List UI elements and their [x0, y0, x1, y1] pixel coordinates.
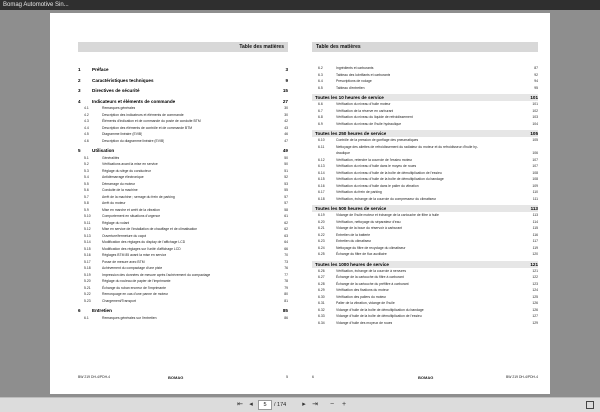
toc-entry-page: 43 — [284, 125, 288, 130]
toc-entry-page: 64 — [284, 240, 288, 245]
page-number-input[interactable]: 5 — [258, 400, 272, 410]
toc-entry-title: Entretien — [92, 308, 112, 314]
toc-entry-number: 6.15 — [318, 177, 325, 181]
toc-entry-number: 1 — [78, 67, 81, 72]
toc-entry-title: Vidange d'huile de la boîte de démultiplication du bandage — [336, 307, 424, 312]
toc-entry-title: Modification des réglages du display de l'affichage LCD — [102, 240, 186, 245]
toc-entry-title: Palier de la vibration, vidange de l'huile — [336, 301, 395, 305]
toc-entry-number: 5.14 — [84, 240, 91, 245]
toc-entry-number: 6.1 — [84, 316, 89, 321]
toc-entry-number: 5.7 — [84, 194, 89, 199]
toc-entry-title: Entretien de la batterie — [336, 232, 371, 237]
toc-entry-number: 5.5 — [84, 181, 89, 186]
toc-entry-page: 110 — [532, 190, 538, 194]
page-header: Table des matières — [312, 42, 538, 52]
toc-entry-page: 122 — [532, 275, 538, 279]
toc-entry-title: Description des indicateurs et éléments de commande — [102, 112, 184, 117]
toc-entry-number: 5.6 — [84, 188, 89, 193]
toc-entry-page: 46 — [284, 132, 288, 137]
toc-entry-title: Ingrédients et carburants — [336, 66, 374, 70]
toc-entry-number: 2 — [78, 77, 81, 83]
toc-entry-title: Préface — [92, 67, 109, 72]
toc-entry-page: 49 — [282, 148, 288, 154]
toc-entry-title: Vidange de la boue du réservoir à carburant — [336, 226, 403, 230]
footer-model: BW 219 DH-4/PDH-4 — [78, 375, 111, 379]
toc-entry-title: Vidange d'huile de la boîte de démultiplication de l'essieu — [336, 314, 422, 318]
toc-entry-page: 106 — [532, 151, 538, 155]
toc-entry-page: 126 — [532, 307, 538, 312]
toc-entry-number: 5.16 — [84, 253, 91, 258]
toc-entry-title: Caractéristiques techniques — [92, 77, 154, 83]
toc-entry-page: 9 — [285, 77, 288, 83]
toc-entry-title: Comportement en situations d'urgence — [102, 214, 161, 219]
toc-entry-title: draulique — [336, 151, 350, 155]
toc-entry-page: 124 — [532, 288, 538, 292]
toc-entry-title: Diagramme linéaire (EVIB) — [102, 132, 143, 137]
toc-entry-number: 6 — [78, 308, 81, 314]
toc-entry-page: 50 — [284, 155, 288, 160]
toc-entry-page: 79 — [284, 285, 288, 290]
toc-entry-number: 6.6 — [318, 102, 323, 106]
toc-entry-number: 5.11 — [84, 220, 91, 225]
toc-entry-page: 104 — [532, 121, 538, 126]
toc-entry-title: Réglages BTM 85 avant la mise en service — [102, 253, 167, 258]
toc-entry[interactable] — [312, 121, 538, 128]
toc-entry-number: 5.23 — [84, 298, 91, 303]
toc-section-heading[interactable] — [312, 261, 538, 268]
window-title: Bomag Automotive Sin... — [3, 2, 69, 8]
toc-entry-title: Vérification, échange de la courroie du compresseur du climatiseur — [336, 196, 437, 201]
document-page-left — [50, 13, 300, 394]
toc-entry-page: 3 — [285, 67, 288, 72]
page-header: Table des matières — [78, 42, 288, 52]
toc-entry-page: 120 — [532, 252, 538, 256]
toc-entry-title: Impression des données de mesure après l'achèvement du compactage — [102, 272, 211, 277]
toc-entry-number: 6.23 — [318, 239, 325, 243]
last-page-icon[interactable]: ⇥ — [312, 401, 318, 408]
toc-entry-title: Nettoyage des ailettes de refroidissement du radiateur du moteur et du refroidisseur d'huile hy- — [336, 144, 479, 149]
document-page-right — [300, 13, 550, 394]
toc-entry-number: 6.7 — [318, 108, 323, 113]
toc-entry-number: 5.8 — [84, 201, 89, 206]
toc-entry-number: 6.11 — [318, 144, 325, 149]
toc-entry-title: Chargement/Transport — [102, 298, 136, 303]
toc-entry-number: 6.17 — [318, 190, 325, 194]
toc-entry-page: 117 — [532, 239, 538, 243]
toc-entry-page: 95 — [534, 85, 538, 90]
toc-section-heading[interactable] — [312, 94, 538, 101]
toc-entry-number: 5.3 — [84, 168, 89, 173]
toc-entry-number: 4.5 — [84, 132, 89, 137]
toc-entry-page: 15 — [282, 88, 288, 94]
toc-entry-page: 66 — [284, 246, 288, 251]
toc-entry-page: 51 — [284, 168, 288, 173]
toc-entry-page: 57 — [284, 194, 288, 199]
toc-entry-title: Vérification, nettoyage du séparateur d'eau — [336, 219, 401, 224]
document-viewer[interactable] — [0, 10, 600, 397]
footer-brand-text: BOMAG — [418, 375, 434, 380]
toc-entry-page: 77 — [284, 272, 288, 277]
toc-entry-page: 55 — [284, 188, 288, 193]
toc-entry-title: Échange de la cartouche du filtre à carburant — [336, 275, 404, 279]
toc-entry-page: 42 — [284, 119, 288, 124]
toc-entry-title: Mise en service de l'installation de chauffage et de climatisation — [102, 227, 198, 232]
toc-entry-title: Description des éléments de contrôle et de commande BTM — [102, 125, 193, 130]
toc-entry-number: 5.18 — [84, 266, 91, 271]
toc-entry-page: 78 — [284, 279, 288, 284]
toc-entry[interactable] — [78, 315, 288, 322]
toc-entry-title: Vérification du niveau d'huile moteur — [336, 102, 391, 106]
toc-entry-title: Vidange d'huile des moyeux de roues — [336, 320, 393, 325]
toc-entry-page: 53 — [284, 181, 288, 186]
toc-entry-page: 58 — [284, 207, 288, 212]
toc-entry-title: Échange de la cartouche du préfiltre à carburant — [336, 281, 409, 286]
toc-entry-number: 6.9 — [318, 121, 323, 126]
toc-entry-page: 70 — [284, 253, 288, 258]
toc-entry-page: 111 — [532, 196, 538, 201]
toc-entry-title: Vérifications avant la mise en service — [102, 162, 158, 167]
toc-entry-number: 6.25 — [318, 252, 325, 256]
toc-entry[interactable] — [78, 307, 288, 315]
toc-entry[interactable] — [78, 138, 288, 145]
toc-entry-page: 121 — [530, 261, 538, 267]
toc-entry-page: 126 — [532, 301, 538, 305]
toc-entry-page: 61 — [284, 214, 288, 219]
toc-entry-page: 101 — [532, 102, 538, 106]
toc-entry-page: 113 — [532, 213, 538, 217]
toc-entry-page: 108 — [532, 170, 538, 175]
next-page-icon[interactable]: ▸ — [302, 401, 306, 408]
toc-entry-number: 6.21 — [318, 226, 325, 230]
toc-entry-page: 113 — [530, 206, 538, 211]
toc-entry-number: 3 — [78, 88, 81, 94]
toc-entry-number: 4 — [78, 98, 81, 104]
toc-entry-title: Réglage du volant — [102, 220, 130, 225]
toc-entry-number: 6.31 — [318, 301, 325, 305]
toc-entry-number: 5.9 — [84, 207, 89, 212]
toc-entry-title: Remarques générales — [102, 106, 136, 111]
toc-entry[interactable] — [78, 87, 288, 95]
toc-entry-page: 30 — [284, 106, 288, 111]
toc-entry-page: 105 — [530, 131, 538, 136]
window-title-bar — [0, 0, 600, 10]
toc-entry-number: 6.19 — [318, 213, 325, 217]
table-of-contents — [78, 66, 288, 322]
toc-entry-title: Arrêt du moteur — [102, 201, 126, 206]
toc-entry-page: 85 — [282, 308, 288, 314]
toc-entry-number: 4.6 — [84, 138, 89, 143]
toc-entry-page: 81 — [284, 298, 288, 303]
toc-entry-number: 6.13 — [318, 164, 325, 168]
toc-entry-page: 114 — [532, 219, 538, 224]
toc-entry-title: Vérification du niveau d'huile de la boîte de démultiplication du bandage — [336, 177, 444, 181]
table-of-contents — [312, 65, 538, 326]
footer-model: BW 219 DH-4/PDH-4 — [505, 375, 538, 379]
toc-entry-number: 6.29 — [318, 288, 325, 292]
footer-brand — [418, 375, 433, 380]
toc-entry-number: 5.19 — [84, 272, 91, 277]
toc-entry-page: 107 — [532, 157, 538, 162]
toc-entry[interactable] — [312, 196, 538, 203]
toc-entry-page: 119 — [532, 245, 538, 250]
toc-entry-title: Description du diagramme linéaire (EVIB) — [102, 138, 165, 143]
toc-section-heading[interactable] — [312, 205, 538, 212]
toc-entry-number: 6.24 — [318, 245, 325, 250]
toc-entry-page: 123 — [532, 281, 538, 286]
toc-entry-number: 6.32 — [318, 307, 325, 312]
footer-brand — [168, 375, 183, 380]
toc-entry-page: 47 — [284, 138, 288, 143]
toc-entry[interactable] — [78, 66, 288, 74]
toc-entry-title: Généralités — [102, 155, 120, 160]
toc-entry-title: Entretien du climatiseur — [336, 239, 372, 243]
toc-entry[interactable] — [78, 147, 288, 155]
toc-entry-page: 86 — [284, 316, 288, 321]
toc-entry-page: 129 — [532, 320, 538, 325]
toc-entry-page: 52 — [284, 175, 288, 180]
toc-entry-title: Tableau d'entretien — [336, 85, 365, 90]
toc-entry-page: 103 — [532, 115, 538, 119]
toc-entry-title: Réglage du rouleau de papier de l'imprimante — [102, 279, 171, 284]
toc-entry-title: Toutes les 500 heures de service — [315, 206, 387, 211]
toc-entry-title: Éléments d'indication et de commande du poste de conduite BTM — [102, 119, 201, 124]
zoom-out-icon[interactable]: − — [329, 401, 335, 408]
toc-entry-number: 4.1 — [84, 106, 89, 111]
toc-entry-number: 6.3 — [318, 72, 323, 77]
toc-entry-number: 6.4 — [318, 79, 323, 83]
toc-entry-number: 6.2 — [318, 66, 323, 70]
toc-section-heading[interactable] — [312, 130, 538, 137]
toc-entry-number: 6.8 — [318, 115, 323, 119]
toc-entry-number: 5.12 — [84, 227, 91, 232]
toc-entry-number: 5 — [78, 148, 81, 154]
toc-entry-number: 6.28 — [318, 281, 325, 286]
toc-entry-title: Utilisation — [92, 148, 115, 154]
toc-entry[interactable] — [312, 85, 538, 92]
toc-entry-number: 5.13 — [84, 233, 91, 238]
toc-entry-title: Toutes les 1000 heures de service — [315, 261, 389, 267]
toc-entry[interactable] — [78, 77, 288, 85]
toc-entry-number: 6.26 — [318, 268, 325, 273]
toc-entry-page: 57 — [284, 201, 288, 206]
toc-entry-title: Contrôle de la pression de gonflage des pneumatiques — [336, 138, 419, 142]
toc-entry-title: Toutes les 10 heures de service — [315, 95, 384, 100]
toc-entry-number: 6.5 — [318, 85, 323, 90]
footer-brand-text: BOMAG — [168, 375, 184, 380]
toc-entry-title: Vérification des paliers du moteur — [336, 294, 387, 299]
toc-entry-title: Posse de mesure avec BTM — [102, 259, 145, 264]
toc-entry-page: 27 — [282, 98, 288, 104]
toc-entry-title: Modification des réglages sur l'unité d'affichage LCD — [102, 246, 181, 251]
toc-entry-number: 5.1 — [84, 155, 89, 160]
toc-entry-title: Vérification, retendre la courroie de l'essieu moteur — [336, 157, 413, 162]
toc-entry-page: 73 — [284, 259, 288, 264]
toc-entry-number: 4.4 — [84, 125, 89, 130]
toc-entry-page: 108 — [532, 177, 538, 181]
toc-entry-number: 6.20 — [318, 219, 325, 224]
toc-entry-title: Remorquage en cas d'une panne de moteur — [102, 292, 169, 297]
toc-entry-title: Tableau des lubrifiants et carburants — [336, 72, 391, 77]
toc-entry-number: 6.34 — [318, 320, 325, 325]
toc-entry-title: Échange du ruban encreur de l'imprimante — [102, 285, 166, 290]
toc-entry-page: 105 — [532, 138, 538, 142]
toc-entry-page: 87 — [534, 66, 538, 70]
fullscreen-icon[interactable] — [586, 401, 594, 409]
toc-entry-title: Vérification du niveau du liquide de refroidissement — [336, 115, 413, 119]
toc-entry-title: Réglage du siège du conducteur — [102, 168, 151, 173]
footer-page-number: 6 — [312, 375, 314, 379]
toc-entry-page: 62 — [284, 227, 288, 232]
toc-entry[interactable] — [78, 98, 288, 106]
toc-entry-title: Directives de sécurité — [92, 88, 140, 94]
toc-entry-page: 76 — [284, 266, 288, 271]
page-navigation-toolbar — [0, 397, 600, 412]
toc-entry-page: 107 — [532, 164, 538, 168]
toc-entry-page: 101 — [530, 95, 538, 100]
toc-entry-title: Arrêt de la machine ; serrage du frein de parking — [102, 194, 175, 199]
toc-entry-page: 50 — [284, 162, 288, 167]
toc-entry-page: 116 — [532, 232, 538, 237]
toc-entry-number: 5.22 — [84, 292, 91, 297]
first-page-icon[interactable]: ⇤ — [237, 401, 243, 408]
toc-entry-number: 5.17 — [84, 259, 91, 264]
toc-entry-title: Indicateurs et éléments de commande — [92, 98, 176, 104]
toc-entry-title: Vérification du frein de parking — [336, 190, 382, 194]
toc-entry-title: Vérification du niveau d'huile dans le palier du vibration — [336, 183, 419, 188]
toc-entry-number: 4.3 — [84, 119, 89, 124]
toc-entry-number: 5.4 — [84, 175, 89, 180]
previous-page-icon[interactable]: ◂ — [249, 401, 253, 408]
zoom-in-icon[interactable]: + — [341, 401, 347, 408]
toc-entry-number: 6.18 — [318, 196, 325, 201]
toc-entry-number: 6.27 — [318, 275, 325, 279]
toc-entry-number: 5.20 — [84, 279, 91, 284]
toc-entry-title: Vidange de l'huile moteur et échange de la cartouche de filtre à huile — [336, 213, 439, 217]
toc-entry-number: 6.30 — [318, 294, 325, 299]
toc-entry-number: 5.2 — [84, 162, 89, 167]
toc-entry-page: 92 — [534, 72, 538, 77]
toc-entry-title: Antidémarrage électronique — [102, 175, 144, 180]
toc-entry-title: Nettoyage du filtre de recyclage du climatiseur — [336, 245, 406, 250]
footer-page-number: 5 — [286, 375, 288, 379]
page-total: / 174 — [274, 402, 287, 408]
toc-entry-number: 5.15 — [84, 246, 91, 251]
toc-entry-page: 80 — [284, 292, 288, 297]
toc-entry[interactable] — [312, 251, 538, 258]
toc-entry-page: 109 — [532, 183, 538, 188]
toc-entry-number: 6.16 — [318, 183, 325, 188]
toc-entry-page: 63 — [284, 233, 288, 238]
toc-entry-number: 6.33 — [318, 314, 325, 318]
toc-entry-number: 5.21 — [84, 285, 91, 290]
toc-entry-page: 30 — [284, 112, 288, 117]
toc-entry-number: 5.10 — [84, 214, 91, 219]
toc-entry-page: 62 — [284, 220, 288, 225]
toc-entry-number: 6.14 — [318, 170, 325, 175]
toc-entry-title: Toutes les 250 heures de service — [315, 131, 387, 136]
toc-entry-title: Ouverture/fermeture du capot — [102, 233, 147, 238]
toc-entry-title: Mise en marche et arrêt de la vibration — [102, 207, 160, 212]
toc-entry-number: 4.2 — [84, 112, 89, 117]
toc-entry-title: Prescriptions de rodage — [336, 79, 372, 83]
toc-entry-title: Vérification du niveau de l'huile hydraulique — [336, 121, 402, 126]
toc-entry-title: Vérification des fixations du moteur — [336, 288, 389, 292]
toc-entry-page: 127 — [532, 314, 538, 318]
toc-entry-title: Vérification du niveau d'huile dans le moyeu de roues — [336, 164, 417, 168]
toc-entry-number: 6.10 — [318, 138, 325, 142]
toc-entry-page: 102 — [532, 108, 538, 113]
toc-entry-page: 125 — [532, 294, 538, 299]
toc-entry-title: Vérification, échange de la courroie à nervures — [336, 268, 407, 273]
toc-entry-number: 6.12 — [318, 157, 325, 162]
toc-entry-title: Échange du filtre de flux auxiliaire — [336, 252, 387, 256]
toc-entry-title: Vérification du niveau d'huile de la boîte de démultiplication de l'essieu — [336, 170, 442, 175]
toc-entry-title: Remarques générales sur l'entretien — [102, 316, 157, 321]
toc-entry-page: 121 — [532, 268, 538, 273]
toc-entry-title: Conduite de la machine — [102, 188, 138, 193]
toc-entry-number: 6.22 — [318, 232, 325, 237]
toc-entry[interactable] — [78, 298, 288, 305]
toc-entry-title: Achèvement du compactage d'une piste — [102, 266, 163, 271]
toc-entry-page: 94 — [534, 79, 538, 83]
toc-entry-page: 115 — [532, 226, 538, 230]
toc-entry-title: Démarrage du moteur — [102, 181, 136, 186]
toc-entry[interactable] — [312, 320, 538, 327]
toc-entry-title: Vérification de la réserve en carburant — [336, 108, 394, 113]
